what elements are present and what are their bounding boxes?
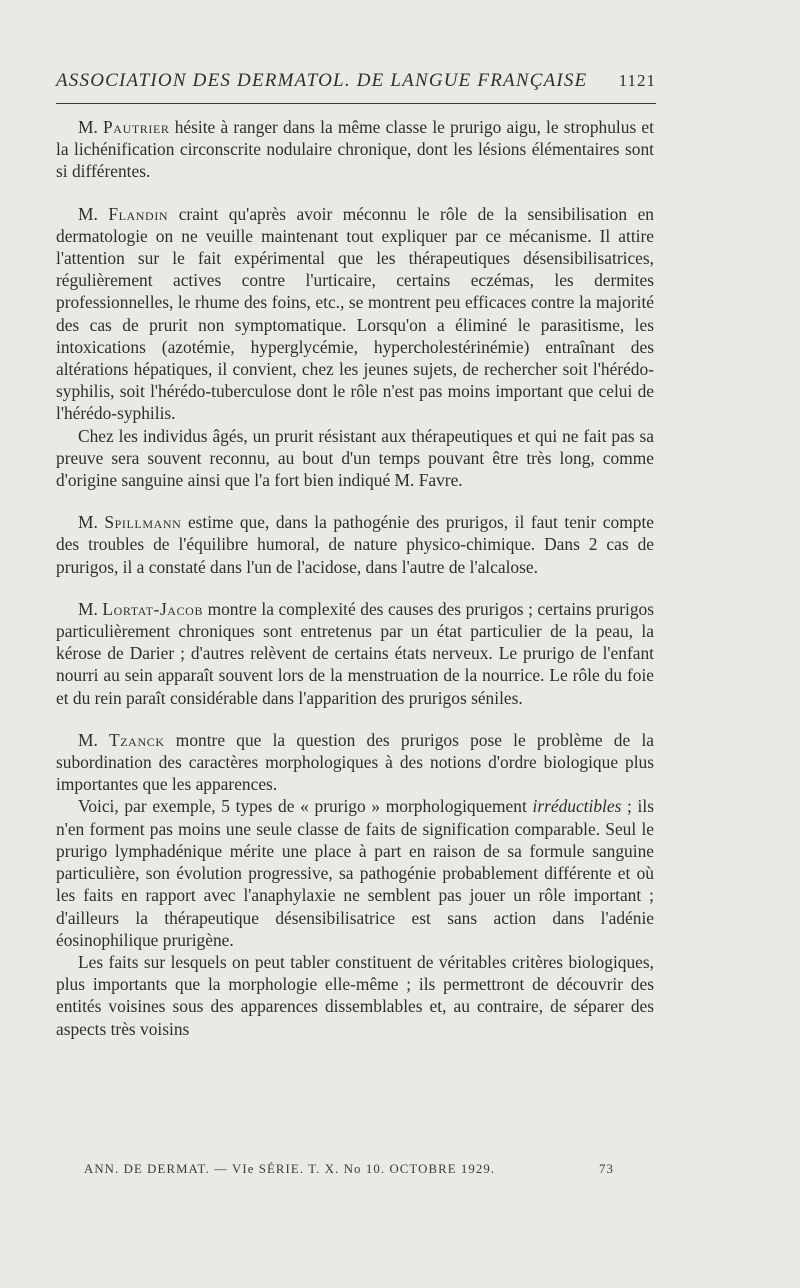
paragraph-text: ; ils n'en forment pas moins une seule classe de faits de signification comparable. Seul le prurigo lymphadénique mérite une place à part en raison de sa formule sanguine particulière, son évolution progressive, sa pathogénie probablement différente et où les faits en rapport avec l'anaphylaxie ne semblent pas jouer un rôle important ; d'ailleurs la thérapeutique désensibilisatrice est sans action dans l'adénie éosinophilique prurigène. [56,796,654,950]
header-rule [56,103,656,104]
footer-citation: ANN. DE DERMAT. — VIe SÉRIE. T. X. No 10. OCTOBRE 1929. [84,1162,496,1176]
paragraph-text: hésite à ranger dans la même classe le prurigo aigu, le strophulus et la lichénification circonscrite nodulaire chronique, dont les lésions élémentaires sont si différentes. [56,117,654,182]
header-page-number: 1121 [618,71,656,90]
running-header [56,70,656,92]
paragraph-tzanck-2 [56,795,654,950]
paragraph-tzanck-1 [56,729,654,796]
paragraph-tzanck-3 [56,951,654,1040]
paragraph-flandin-1 [56,203,654,425]
paragraph-text: Voici, par exemple, 5 types de « prurigo » morphologiquement [78,796,533,817]
italic-term: irréductibles [532,796,622,817]
paragraph-flandin-2 [56,425,654,492]
speaker-name: Flandin [108,203,169,224]
page-footer [84,1162,614,1177]
speaker-prefix: M. [78,729,110,750]
paragraph-text: craint qu'après avoir méconnu le rôle de la sensibilisation en dermatologie on ne veuille maintenant tout expliquer par ce mécanisme. Il attire l'attention sur le fait expérimental que les thérapeutiques désensibilisatrices, régulièrement actives contre l'urticaire, certains eczémas, les dermites professionnelles, le rhume des foins, etc., se montrent peu efficaces contre la majorité des cas de prurit non symptomatique. Lorsqu'on a éliminé le parasitisme, les intoxications (azotémie, hyperglycémie, hypercholestérinémie) entraînant des altérations hépatiques, il convient, chez les jeunes sujets, de rechercher soit l'hérédo-syphilis, soit l'hérédo-tuberculose dont le rôle n'est pas moins important que celui de l'hérédo-syphilis. [56,203,654,424]
paragraph-text: estime que, dans la pathogénie des prurigos, il faut tenir compte des troubles de l'équilibre humoral, de nature physico-chimique. Dans 2 cas de prurigos, il a constaté dans l'un de l'acidose, dans l'autre de l'alcalose. [56,512,654,577]
speaker-name: Pautrier [103,117,170,137]
paragraph-spillmann [56,511,654,578]
speaker-prefix: M. [78,117,104,137]
footer-page-number: 73 [599,1162,614,1176]
paragraph-text: montre que la question des prurigos pose le problème de la subordination des caractères morphologiques à des notions d'ordre biologique plus importantes que les apparences. [56,729,654,795]
speaker-name: Lortat-Jacob [102,598,204,619]
paragraph-lortat-jacob [56,598,654,709]
paragraph-text: Les faits sur lesquels on peut tabler constituent de véritables critères biologiques, plus importants que la morphologie elle-même ; ils permettront de découvrir des entités voisines sous des apparences dissemblables et, au contraire, de séparer des aspects très voisins [56,951,654,1039]
paragraph-text: montre la complexité des causes des prurigos ; certains prurigos particulièrement chroniques sont entretenus par un état particulier de la peau, la kérose de Darier ; d'autres relèvent de certains états nerveux. Le prurigo de l'enfant nourri au sein apparaît souvent lors de la menstruation de la nourrice. Le rôle du foie et du rein paraît considérable dans l'apparition des prurigos séniles. [56,598,654,708]
body-text [56,116,654,1040]
paragraph-text: Chez les individus âgés, un prurit résistant aux thérapeutiques et qui ne fait pas sa preuve sera souvent reconnu, au bout d'un temps pouvant être très long, comme d'origine sanguine ainsi que l'a fort bien indiqué M. Favre. [56,425,654,491]
paragraph-pautrier [56,116,654,183]
journal-title: ASSOCIATION DES DERMATOL. DE LANGUE FRANÇAISE [56,70,588,91]
speaker-prefix: M. [78,598,103,619]
speaker-name: Spillmann [104,512,182,533]
speaker-prefix: M. [78,203,109,224]
speaker-name: Tzanck [109,729,165,750]
speaker-prefix: M. [78,512,105,533]
